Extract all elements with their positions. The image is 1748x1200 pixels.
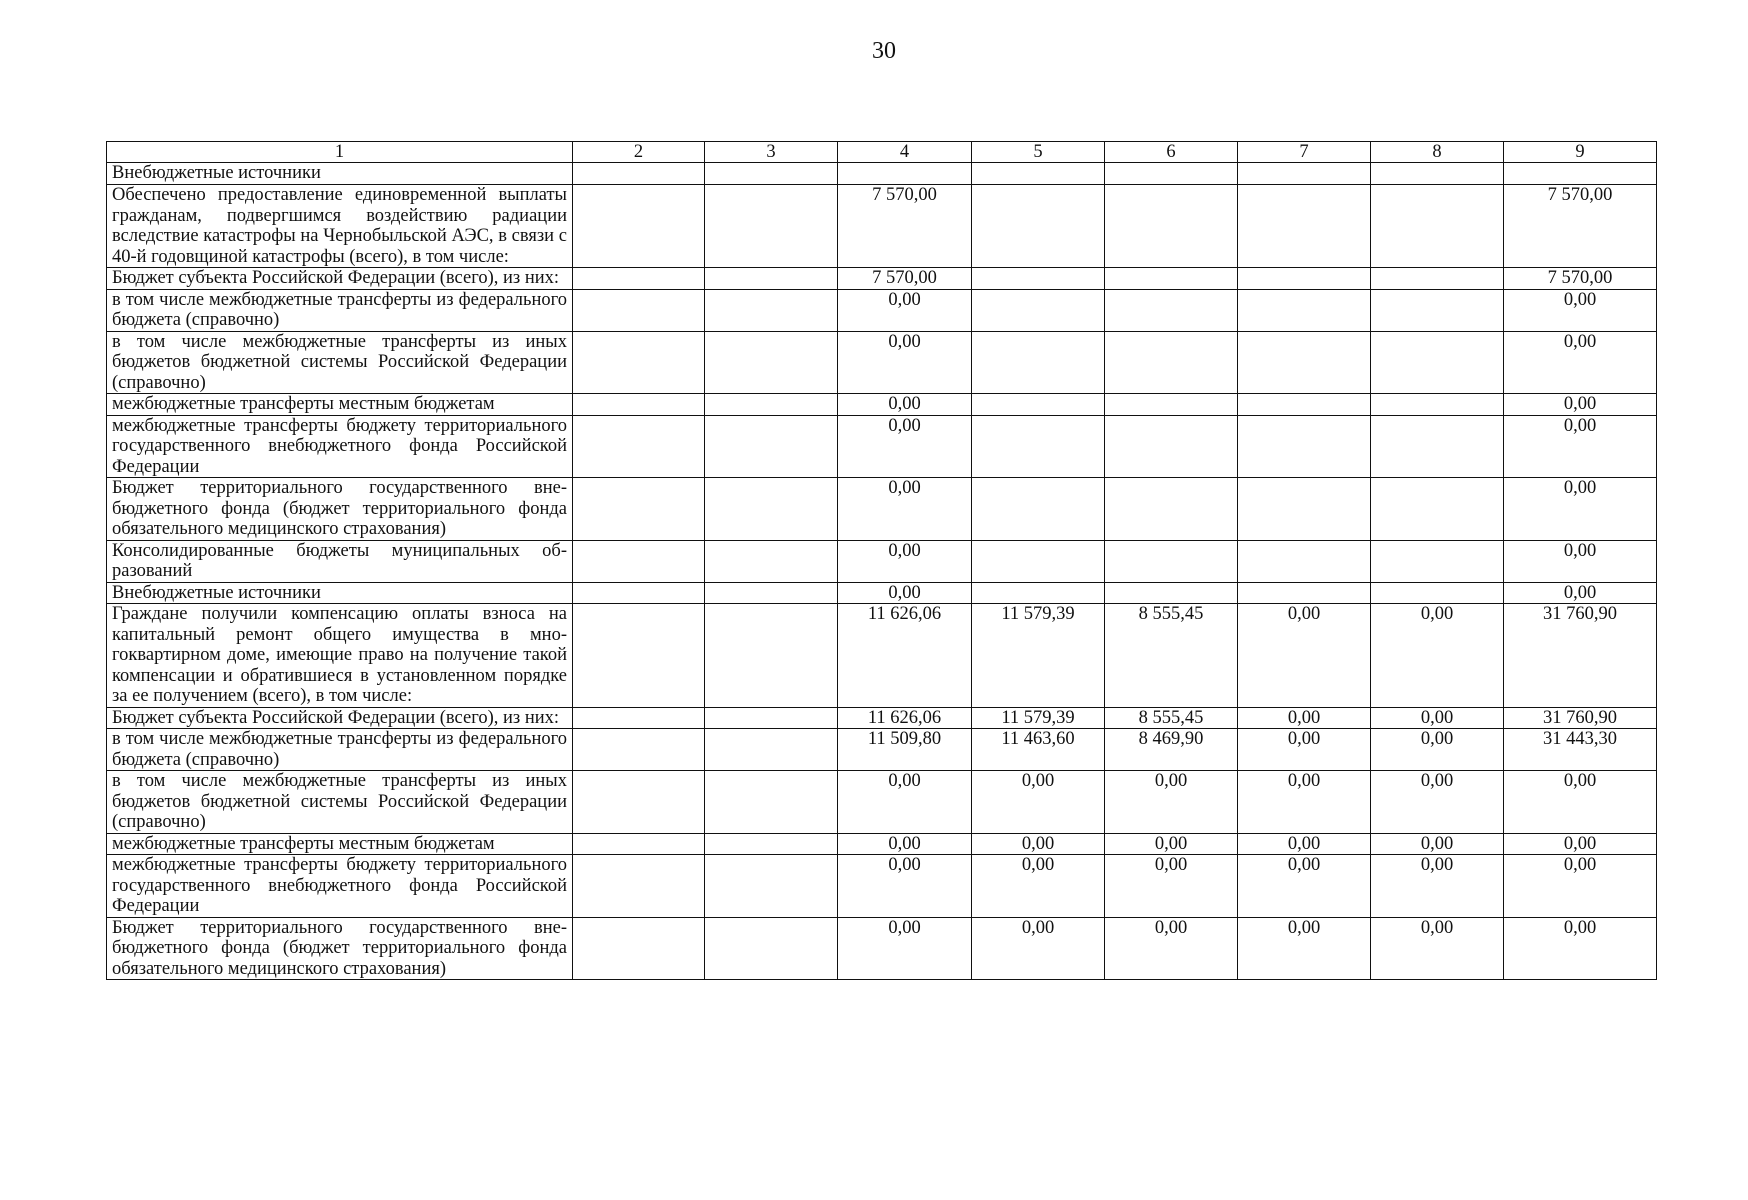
- row-label-cell: Обеспечено предоставление единовременной выплаты гражданам, подвергшимся воздействию радиации вследствие катастрофы на Чернобыльской АЭС, в связи с 40-й годовщиной катастрофы (всего), в том числе:: [107, 185, 573, 268]
- value-cell-col-4: [838, 163, 972, 185]
- value-cell-col-7: [1238, 163, 1371, 185]
- value-cell-col-5: [972, 289, 1105, 331]
- value-cell-col-7: 0,00: [1238, 604, 1371, 708]
- column-header: 7: [1238, 142, 1371, 163]
- value-cell-col-8: [1371, 185, 1504, 268]
- budget-table: [106, 141, 1657, 980]
- value-cell-col-7: [1238, 331, 1371, 394]
- table-row: [107, 604, 1657, 708]
- value-cell-col-4: 11 509,80: [838, 729, 972, 771]
- column-header: 9: [1504, 142, 1657, 163]
- value-cell-col-3: [705, 185, 838, 268]
- value-cell-col-4: 11 626,06: [838, 604, 972, 708]
- value-cell-col-7: 0,00: [1238, 833, 1371, 855]
- value-cell-col-7: [1238, 478, 1371, 541]
- value-cell-col-5: 0,00: [972, 833, 1105, 855]
- value-cell-col-7: [1238, 268, 1371, 290]
- value-cell-col-5: 0,00: [972, 771, 1105, 834]
- table-body: [107, 163, 1657, 980]
- row-label-cell: Внебюджетные источники: [107, 163, 573, 185]
- value-cell-col-9: 7 570,00: [1504, 268, 1657, 290]
- row-label-cell: Бюджет территориального государственного внебюджетного фонда (бюджет территориального фонда обязательного медицинского страхования): [107, 917, 573, 980]
- value-cell-col-4: 0,00: [838, 582, 972, 604]
- value-cell-col-3: [705, 163, 838, 185]
- value-cell-col-8: [1371, 163, 1504, 185]
- value-cell-col-8: 0,00: [1371, 771, 1504, 834]
- table-row: [107, 917, 1657, 980]
- value-cell-col-5: [972, 540, 1105, 582]
- column-header: 2: [573, 142, 705, 163]
- column-header: 5: [972, 142, 1105, 163]
- value-cell-col-2: [573, 707, 705, 729]
- table-row: [107, 331, 1657, 394]
- table-row: [107, 582, 1657, 604]
- table-row: [107, 415, 1657, 478]
- value-cell-col-3: [705, 771, 838, 834]
- value-cell-col-5: 11 463,60: [972, 729, 1105, 771]
- value-cell-col-9: 31 760,90: [1504, 604, 1657, 708]
- value-cell-col-3: [705, 289, 838, 331]
- value-cell-col-8: 0,00: [1371, 855, 1504, 918]
- value-cell-col-8: [1371, 394, 1504, 416]
- value-cell-col-8: [1371, 582, 1504, 604]
- value-cell-col-2: [573, 331, 705, 394]
- row-label-cell: межбюджетные трансферты бюджету территориального государственного внебюджетного фонда Российской Федерации: [107, 415, 573, 478]
- value-cell-col-2: [573, 833, 705, 855]
- value-cell-col-9: 0,00: [1504, 855, 1657, 918]
- row-label-cell: Консолидированные бюджеты муниципальных образований: [107, 540, 573, 582]
- value-cell-col-9: 7 570,00: [1504, 185, 1657, 268]
- value-cell-col-6: 8 555,45: [1105, 604, 1238, 708]
- row-label-cell: Бюджет субъекта Российской Федерации (всего), из них:: [107, 707, 573, 729]
- value-cell-col-8: [1371, 289, 1504, 331]
- value-cell-col-8: 0,00: [1371, 604, 1504, 708]
- table-row: [107, 394, 1657, 416]
- value-cell-col-4: 7 570,00: [838, 185, 972, 268]
- row-label-cell: Граждане получили компенсацию оплаты взноса на капитальный ремонт общего имущества в многоквартирном доме, имеющие право на получение такой компенсации и обратившиеся в установленном порядке за ее получением (всего), в том числе:: [107, 604, 573, 708]
- table-row: [107, 268, 1657, 290]
- row-label-cell: в том числе межбюджетные трансферты из федерального бюджета (справочно): [107, 289, 573, 331]
- value-cell-col-2: [573, 729, 705, 771]
- value-cell-col-4: 0,00: [838, 289, 972, 331]
- value-cell-col-3: [705, 415, 838, 478]
- value-cell-col-5: [972, 415, 1105, 478]
- value-cell-col-7: [1238, 415, 1371, 478]
- value-cell-col-9: 0,00: [1504, 771, 1657, 834]
- value-cell-col-8: 0,00: [1371, 729, 1504, 771]
- value-cell-col-7: 0,00: [1238, 771, 1371, 834]
- value-cell-col-3: [705, 268, 838, 290]
- row-label-cell: Внебюджетные источники: [107, 582, 573, 604]
- value-cell-col-4: 0,00: [838, 415, 972, 478]
- value-cell-col-9: 0,00: [1504, 540, 1657, 582]
- column-header: 1: [107, 142, 573, 163]
- value-cell-col-2: [573, 394, 705, 416]
- value-cell-col-5: [972, 268, 1105, 290]
- table-row: [107, 833, 1657, 855]
- value-cell-col-3: [705, 604, 838, 708]
- value-cell-col-9: 0,00: [1504, 478, 1657, 541]
- value-cell-col-7: 0,00: [1238, 917, 1371, 980]
- value-cell-col-5: 0,00: [972, 855, 1105, 918]
- value-cell-col-2: [573, 268, 705, 290]
- value-cell-col-6: [1105, 415, 1238, 478]
- value-cell-col-3: [705, 833, 838, 855]
- table-row: [107, 707, 1657, 729]
- value-cell-col-9: 0,00: [1504, 289, 1657, 331]
- value-cell-col-9: [1504, 163, 1657, 185]
- page-number: 30: [872, 38, 896, 64]
- value-cell-col-5: [972, 582, 1105, 604]
- value-cell-col-3: [705, 729, 838, 771]
- column-header: 6: [1105, 142, 1238, 163]
- row-label-cell: межбюджетные трансферты бюджету территориального государственного внебюджетного фонда Российской Федерации: [107, 855, 573, 918]
- value-cell-col-7: [1238, 185, 1371, 268]
- value-cell-col-2: [573, 582, 705, 604]
- value-cell-col-6: [1105, 478, 1238, 541]
- table-row: [107, 289, 1657, 331]
- value-cell-col-7: 0,00: [1238, 707, 1371, 729]
- value-cell-col-5: [972, 331, 1105, 394]
- value-cell-col-6: [1105, 185, 1238, 268]
- value-cell-col-8: 0,00: [1371, 917, 1504, 980]
- column-header: 4: [838, 142, 972, 163]
- table-row: [107, 855, 1657, 918]
- table-row: [107, 185, 1657, 268]
- value-cell-col-7: 0,00: [1238, 729, 1371, 771]
- value-cell-col-6: [1105, 331, 1238, 394]
- row-label-cell: межбюджетные трансферты местным бюджетам: [107, 394, 573, 416]
- value-cell-col-6: [1105, 268, 1238, 290]
- value-cell-col-9: 0,00: [1504, 331, 1657, 394]
- value-cell-col-3: [705, 855, 838, 918]
- value-cell-col-3: [705, 331, 838, 394]
- column-header: 3: [705, 142, 838, 163]
- value-cell-col-2: [573, 289, 705, 331]
- value-cell-col-5: [972, 185, 1105, 268]
- value-cell-col-3: [705, 540, 838, 582]
- value-cell-col-4: 0,00: [838, 771, 972, 834]
- value-cell-col-8: [1371, 540, 1504, 582]
- value-cell-col-5: 0,00: [972, 917, 1105, 980]
- value-cell-col-5: 11 579,39: [972, 707, 1105, 729]
- value-cell-col-6: [1105, 394, 1238, 416]
- value-cell-col-9: 0,00: [1504, 917, 1657, 980]
- value-cell-col-7: 0,00: [1238, 855, 1371, 918]
- column-header: 8: [1371, 142, 1504, 163]
- value-cell-col-6: 0,00: [1105, 833, 1238, 855]
- value-cell-col-4: 0,00: [838, 394, 972, 416]
- value-cell-col-5: [972, 394, 1105, 416]
- row-label-cell: в том числе межбюджетные трансферты из федерального бюджета (справочно): [107, 729, 573, 771]
- value-cell-col-9: 31 760,90: [1504, 707, 1657, 729]
- value-cell-col-7: [1238, 582, 1371, 604]
- row-label-cell: Бюджет территориального государственного внебюджетного фонда (бюджет территориального фонда обязательного медицинского страхования): [107, 478, 573, 541]
- value-cell-col-4: 0,00: [838, 331, 972, 394]
- value-cell-col-8: [1371, 268, 1504, 290]
- value-cell-col-6: 8 555,45: [1105, 707, 1238, 729]
- value-cell-col-2: [573, 540, 705, 582]
- table-row: [107, 163, 1657, 185]
- row-label-cell: Бюджет субъекта Российской Федерации (всего), из них:: [107, 268, 573, 290]
- value-cell-col-6: [1105, 582, 1238, 604]
- value-cell-col-2: [573, 478, 705, 541]
- value-cell-col-5: [972, 478, 1105, 541]
- table-row: [107, 729, 1657, 771]
- value-cell-col-6: [1105, 540, 1238, 582]
- value-cell-col-2: [573, 771, 705, 834]
- value-cell-col-9: 0,00: [1504, 394, 1657, 416]
- value-cell-col-6: 0,00: [1105, 771, 1238, 834]
- table-row: [107, 540, 1657, 582]
- value-cell-col-2: [573, 604, 705, 708]
- value-cell-col-6: 8 469,90: [1105, 729, 1238, 771]
- value-cell-col-3: [705, 707, 838, 729]
- value-cell-col-4: 0,00: [838, 478, 972, 541]
- value-cell-col-2: [573, 917, 705, 980]
- value-cell-col-2: [573, 855, 705, 918]
- value-cell-col-4: 0,00: [838, 540, 972, 582]
- value-cell-col-9: 31 443,30: [1504, 729, 1657, 771]
- value-cell-col-8: 0,00: [1371, 707, 1504, 729]
- value-cell-col-7: [1238, 289, 1371, 331]
- value-cell-col-6: [1105, 163, 1238, 185]
- table-row: [107, 771, 1657, 834]
- value-cell-col-2: [573, 185, 705, 268]
- row-label-cell: в том числе межбюджетные трансферты из иных бюджетов бюджетной системы Российской Федерации (справочно): [107, 331, 573, 394]
- value-cell-col-3: [705, 582, 838, 604]
- value-cell-col-6: 0,00: [1105, 855, 1238, 918]
- value-cell-col-5: [972, 163, 1105, 185]
- value-cell-col-4: 11 626,06: [838, 707, 972, 729]
- value-cell-col-2: [573, 415, 705, 478]
- column-number-row: [107, 142, 1657, 163]
- value-cell-col-6: 0,00: [1105, 917, 1238, 980]
- row-label-cell: в том числе межбюджетные трансферты из иных бюджетов бюджетной системы Российской Федерации (справочно): [107, 771, 573, 834]
- value-cell-col-9: 0,00: [1504, 582, 1657, 604]
- value-cell-col-5: 11 579,39: [972, 604, 1105, 708]
- value-cell-col-9: 0,00: [1504, 415, 1657, 478]
- value-cell-col-4: 0,00: [838, 855, 972, 918]
- value-cell-col-3: [705, 394, 838, 416]
- value-cell-col-3: [705, 917, 838, 980]
- value-cell-col-4: 0,00: [838, 917, 972, 980]
- value-cell-col-8: 0,00: [1371, 833, 1504, 855]
- value-cell-col-7: [1238, 394, 1371, 416]
- value-cell-col-8: [1371, 478, 1504, 541]
- value-cell-col-3: [705, 478, 838, 541]
- value-cell-col-8: [1371, 415, 1504, 478]
- value-cell-col-6: [1105, 289, 1238, 331]
- value-cell-col-4: 7 570,00: [838, 268, 972, 290]
- value-cell-col-7: [1238, 540, 1371, 582]
- value-cell-col-4: 0,00: [838, 833, 972, 855]
- table-row: [107, 478, 1657, 541]
- value-cell-col-2: [573, 163, 705, 185]
- value-cell-col-8: [1371, 331, 1504, 394]
- value-cell-col-9: 0,00: [1504, 833, 1657, 855]
- row-label-cell: межбюджетные трансферты местным бюджетам: [107, 833, 573, 855]
